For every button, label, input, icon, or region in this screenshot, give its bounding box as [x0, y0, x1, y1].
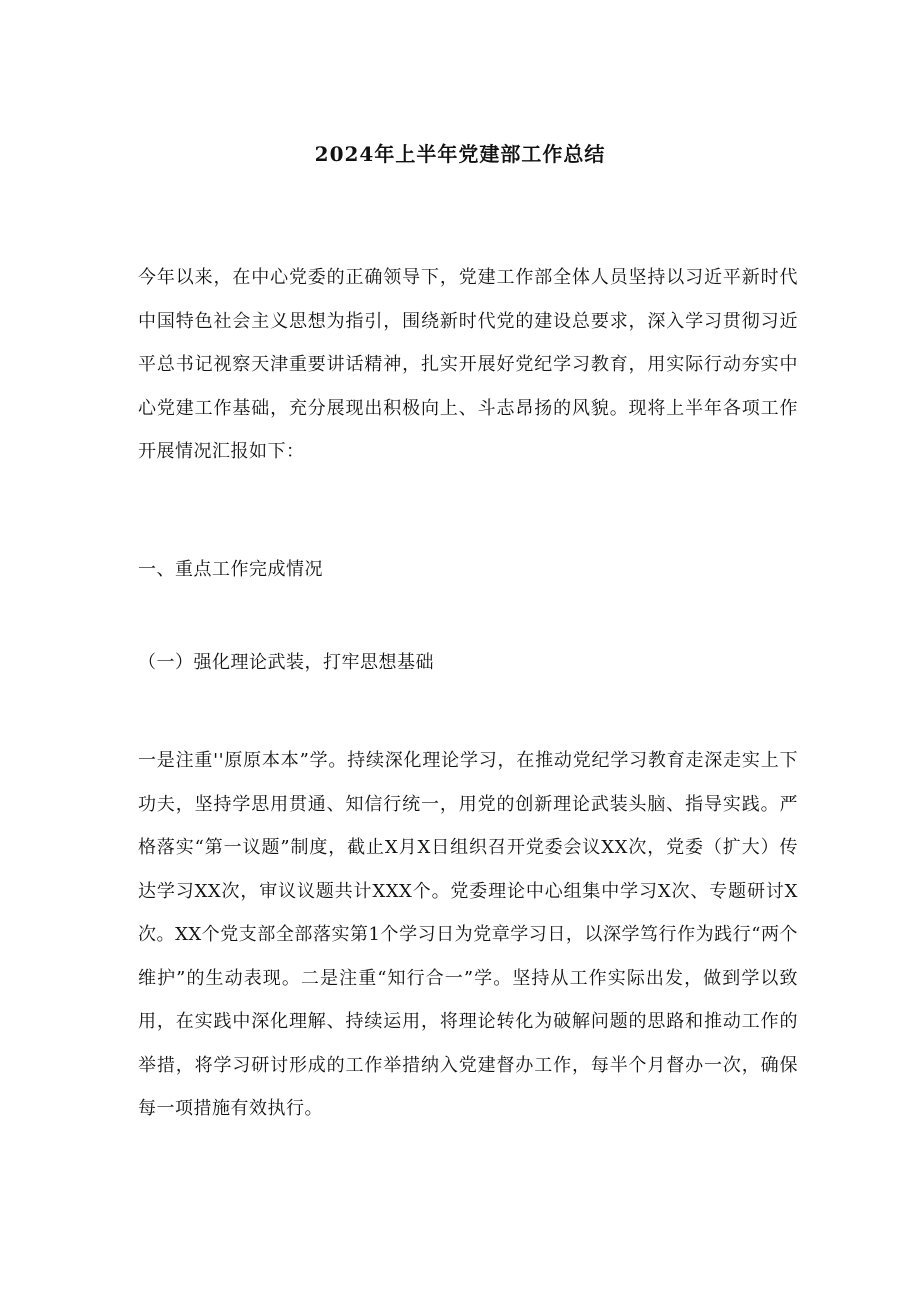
document-title: 2024年上半年党建部工作总结: [314, 142, 606, 166]
section-heading: 一、重点工作完成情况: [138, 559, 323, 580]
subsection-heading: （一）强化理论武装，打牢思想基础: [138, 652, 434, 673]
intro-paragraph: 今年以来，在中心党委的正确领导下，党建工作部全体人员坚持以习近平新时代中国特色社会主义思想为指引，围绕新时代党的建设总要求，深入学习贯彻习近平总书记视察天津重要讲话精神，扎实开展好党纪学习教育，用实际行动夯实中心党建工作基础，充分展现出积极向上、斗志昂扬的风貌。现将上半年各项工作开展情况汇报如下：: [138, 267, 798, 462]
body-paragraph: 一是注重''原原本本”学。持续深化理论学习，在推动党纪学习教育走深走实上下功夫，坚持学思用贯通、知信行统一，用党的创新理论武装头脑、指导实践。严格落实“第一议题”制度，截止X月X日组织召开党委会议XX次，党委（扩大）传达学习XX次，审议议题共计XXX个。党委理论中心组集中学习X次、专题研讨X次。XX个党支部全部落实第1个学习日为党章学习日，以深学笃行作为践行“两个维护”的生动表现。二是注重“知行合一”学。坚持从工作实际出发，做到学以致用，在实践中深化理解、持续运用，将理论转化为破解问题的思路和推动工作的举措，将学习研讨形成的工作举措纳入党建督办工作，每半个月督办一次，确保每一项措施有效执行。: [138, 750, 798, 1119]
